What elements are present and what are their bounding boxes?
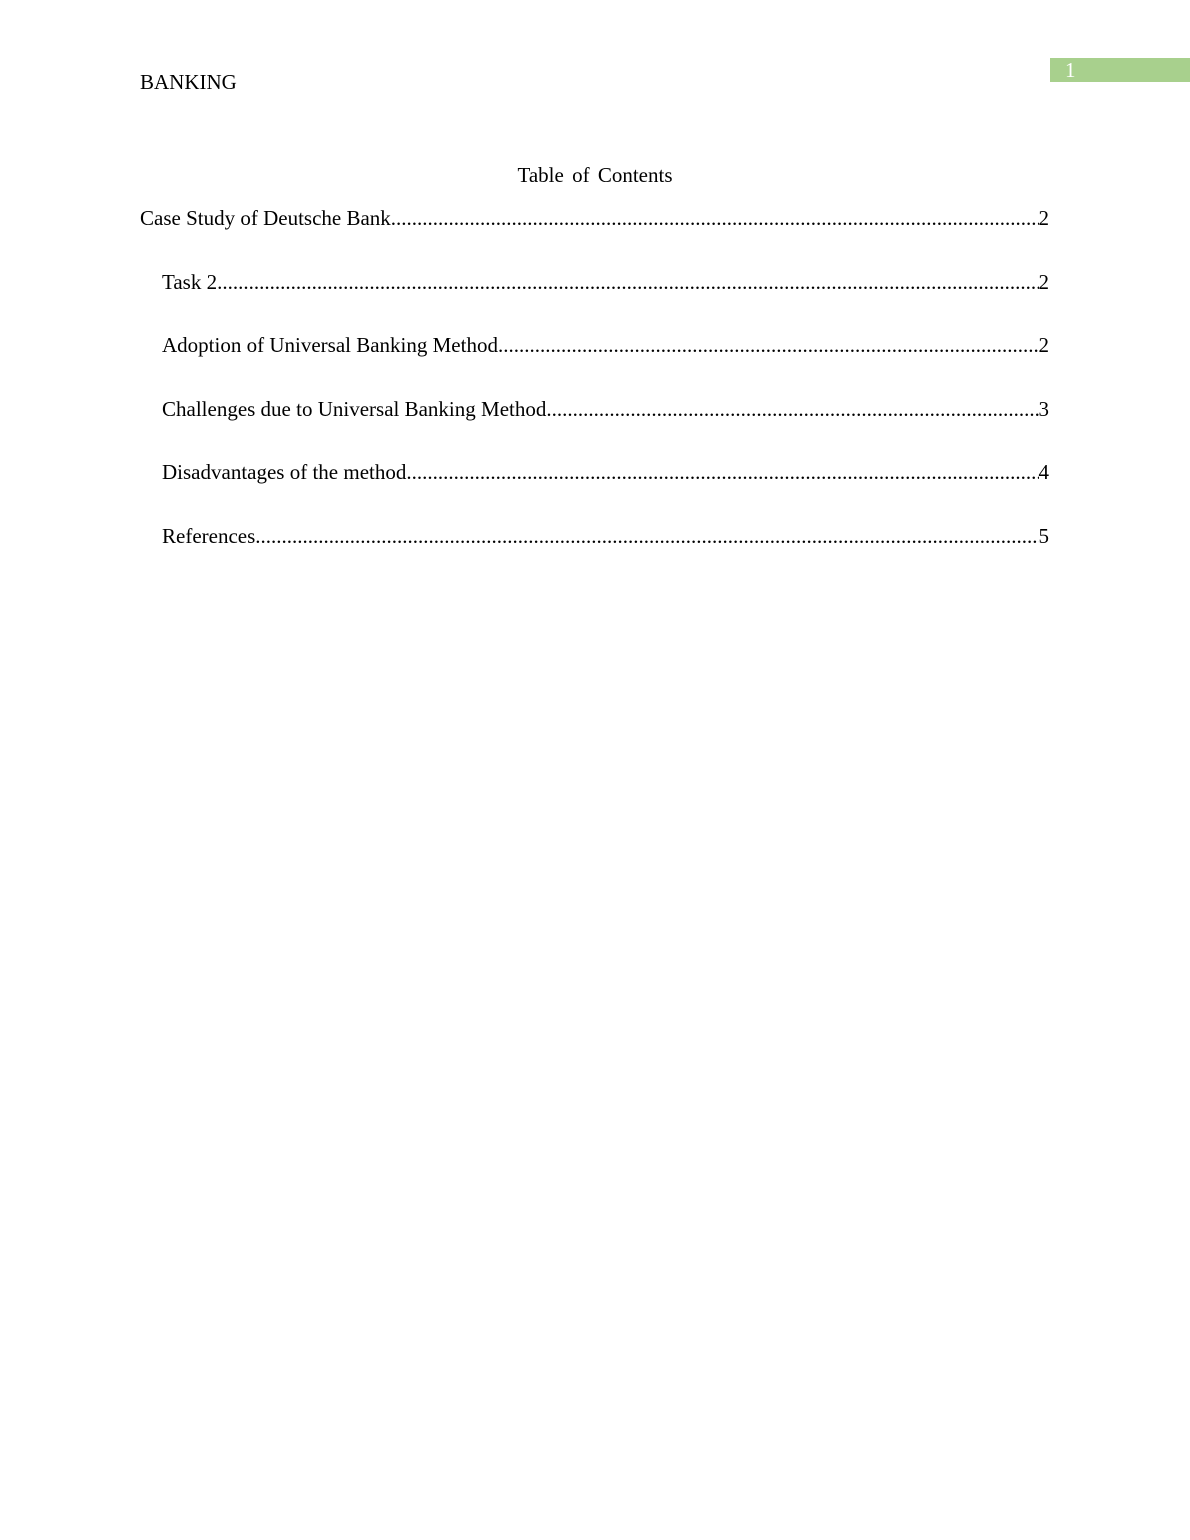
toc-entry-label: Case Study of Deutsche Bank bbox=[140, 206, 391, 230]
toc-entry-label: Disadvantages of the method bbox=[162, 460, 407, 484]
dot-leader bbox=[406, 460, 1038, 485]
dot-leader bbox=[217, 270, 1038, 295]
toc-entry-page: 2 bbox=[1038, 333, 1049, 357]
table-of-contents bbox=[140, 206, 1049, 587]
toc-entry-page: 5 bbox=[1038, 523, 1049, 548]
toc-entry-label: Adoption of Universal Banking Method bbox=[162, 333, 498, 357]
toc-entry-label: Task 2 bbox=[162, 269, 218, 294]
dot-leader bbox=[546, 397, 1038, 422]
dot-leader bbox=[498, 333, 1039, 358]
dot-leader bbox=[391, 206, 1039, 231]
toc-entry-page: 3 bbox=[1038, 396, 1049, 421]
page-number-badge bbox=[1050, 58, 1190, 82]
toc-entry-page: 2 bbox=[1038, 206, 1049, 230]
toc-entry-page: 2 bbox=[1038, 269, 1049, 294]
toc-entry[interactable] bbox=[140, 524, 1049, 588]
toc-title: Table of Contents bbox=[517, 163, 673, 187]
running-head: BANKING bbox=[140, 70, 237, 94]
toc-entry[interactable] bbox=[140, 460, 1049, 524]
toc-entry[interactable] bbox=[140, 270, 1049, 334]
page-number: 1 bbox=[1065, 58, 1076, 82]
toc-entry-label: References bbox=[162, 523, 256, 548]
toc-entry[interactable] bbox=[140, 333, 1049, 397]
toc-entry-page: 4 bbox=[1038, 460, 1049, 484]
toc-entry[interactable] bbox=[140, 206, 1049, 270]
toc-entry-label: Challenges due to Universal Banking Method bbox=[162, 396, 547, 421]
toc-entry[interactable] bbox=[140, 397, 1049, 461]
dot-leader bbox=[255, 524, 1038, 549]
